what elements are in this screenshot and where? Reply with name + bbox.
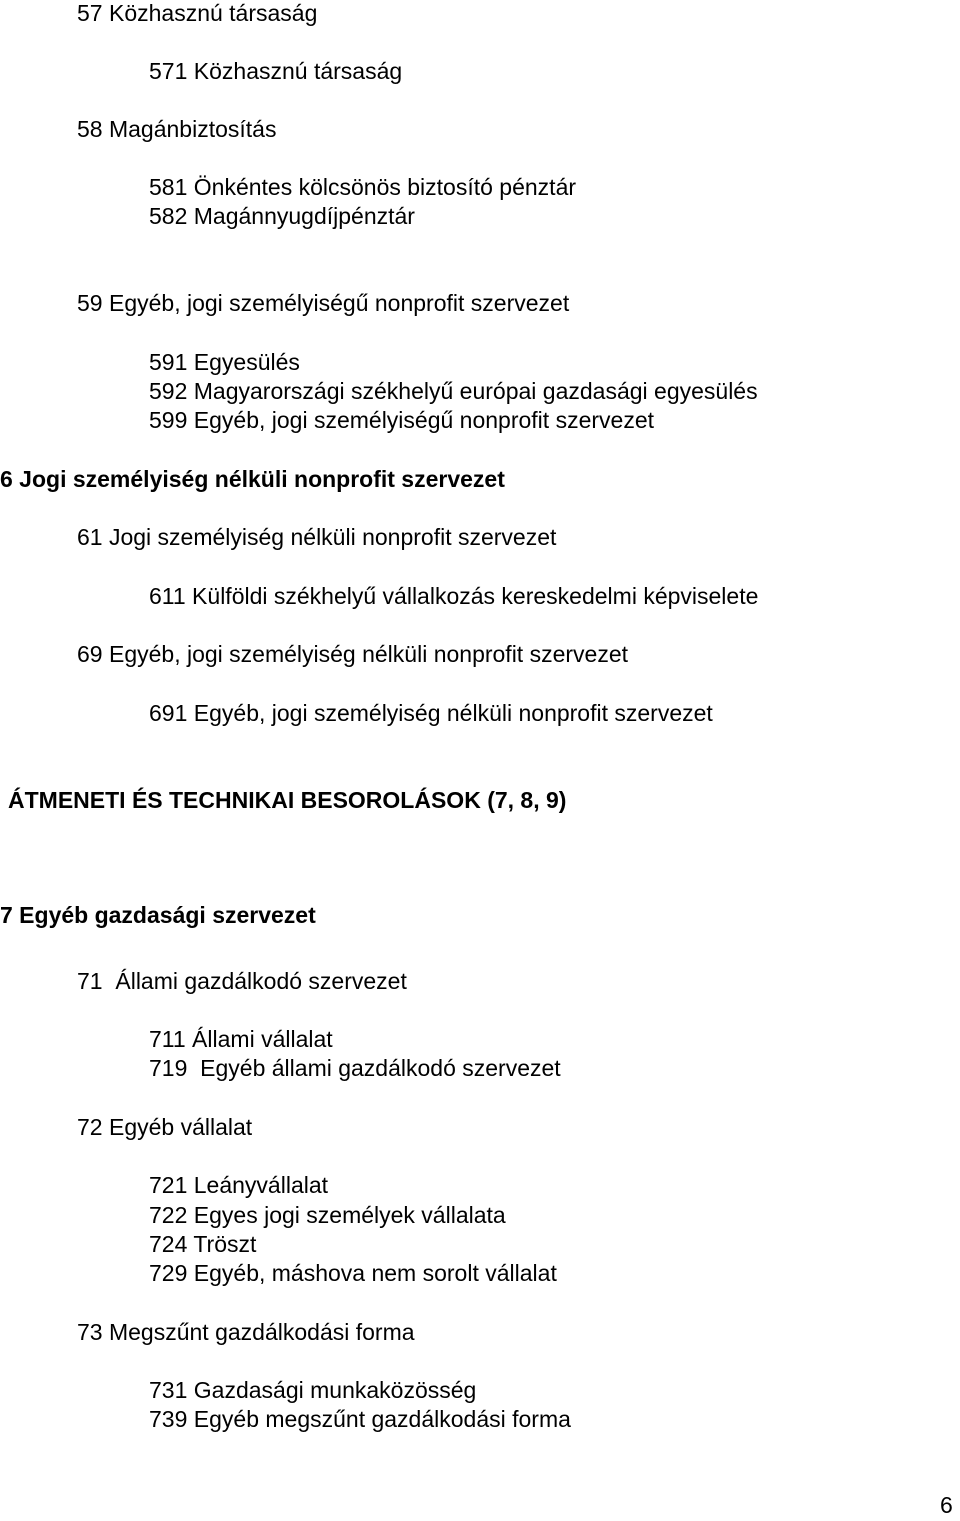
- list-item-731: 731 Gazdasági munkaközösség: [149, 1377, 477, 1403]
- list-item-611: 611 Külföldi székhelyű vállalkozás kereskedelmi képviselete: [149, 583, 759, 609]
- list-item-58: 58 Magánbiztosítás: [77, 116, 277, 142]
- list-item-581: 581 Önkéntes kölcsönös biztosító pénztár: [149, 174, 577, 200]
- section-heading-7: 7 Egyéb gazdasági szervezet: [0, 902, 316, 928]
- list-item-71: 71 Állami gazdálkodó szervezet: [77, 968, 407, 994]
- list-item-722: 722 Egyes jogi személyek vállalata: [149, 1202, 506, 1228]
- list-item-69: 69 Egyéb, jogi személyiség nélküli nonprofit szervezet: [77, 641, 629, 667]
- list-item-739: 739 Egyéb megszűnt gazdálkodási forma: [149, 1406, 571, 1432]
- list-item-599: 599 Egyéb, jogi személyiségű nonprofit szervezet: [149, 407, 655, 433]
- list-item-591: 591 Egyesülés: [149, 349, 300, 375]
- list-item-729: 729 Egyéb, máshova nem sorolt vállalat: [149, 1260, 557, 1286]
- list-item-691: 691 Egyéb, jogi személyiség nélküli nonprofit szervezet: [149, 700, 713, 726]
- list-item-592: 592 Magyarországi székhelyű európai gazdasági egyesülés: [149, 378, 758, 404]
- list-item-72: 72 Egyéb vállalat: [77, 1114, 253, 1140]
- list-item-582: 582 Magánnyugdíjpénztár: [149, 203, 415, 229]
- list-item-57: 57 Közhasznú társaság: [77, 0, 318, 26]
- page-number: 6: [940, 1492, 953, 1518]
- list-item-73: 73 Megszűnt gazdálkodási forma: [77, 1319, 415, 1345]
- section-heading-6: 6 Jogi személyiség nélküli nonprofit szervezet: [0, 466, 505, 492]
- list-item-571: 571 Közhasznú társaság: [149, 58, 403, 84]
- list-item-711: 711 Állami vállalat: [149, 1026, 333, 1052]
- list-item-61: 61 Jogi személyiség nélküli nonprofit szervezet: [77, 524, 557, 550]
- list-item-59: 59 Egyéb, jogi személyiségű nonprofit szervezet: [77, 290, 570, 316]
- list-item-724: 724 Tröszt: [149, 1231, 257, 1257]
- list-item-721: 721 Leányvállalat: [149, 1172, 329, 1198]
- transitional-classifications-heading: ÁTMENETI ÉS TECHNIKAI BESOROLÁSOK (7, 8, 9): [8, 787, 567, 813]
- list-item-719: 719 Egyéb állami gazdálkodó szervezet: [149, 1055, 561, 1081]
